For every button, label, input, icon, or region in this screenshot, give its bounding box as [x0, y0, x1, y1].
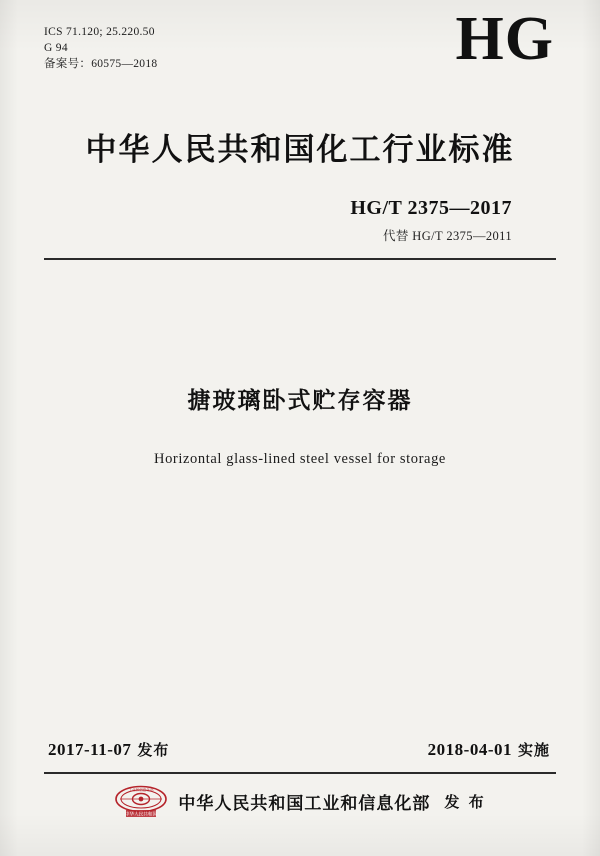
issue-date-group: [48, 739, 169, 760]
document-title-en: Horizontal glass-lined steel vessel for storage: [154, 451, 446, 467]
page-title: 中华人民共和国化工行业标准: [85, 132, 515, 168]
ccs-code: G 94: [44, 42, 68, 54]
footer-block: [44, 739, 556, 818]
svg-text:工业和信息化部: 工业和信息化部: [128, 788, 154, 792]
standard-replaces: 代替 HG/T 2375—2011: [382, 229, 512, 243]
record-number: 备案号：60575—2018: [44, 58, 158, 70]
effective-date-group: [428, 739, 550, 760]
effective-date: 2018-04-01: [427, 740, 512, 759]
ics-code: ICS 71.120; 25.220.50: [44, 26, 155, 38]
ministry-emblem-icon: [114, 784, 168, 818]
header-block: [44, 0, 556, 110]
standard-number: HG/T 2375—2017: [350, 197, 512, 219]
issuer-row: [44, 784, 556, 818]
issuer-verb: 发 布: [444, 792, 486, 811]
effective-label: 实施: [517, 741, 550, 759]
issuer-name: 中华人民共和国工业和信息化部: [178, 793, 431, 814]
header-divider: [44, 258, 556, 260]
dates-row: [44, 739, 556, 760]
document-title-cn: 搪玻璃卧式贮存容器: [187, 388, 413, 414]
standard-number-block: [44, 197, 556, 244]
svg-text:中华人民共和国: 中华人民共和国: [125, 812, 158, 818]
footer-divider: [44, 772, 556, 774]
hg-logo: HG: [455, 5, 554, 73]
issue-date: 2017-11-07: [48, 740, 132, 759]
issue-label: 发布: [137, 741, 170, 759]
